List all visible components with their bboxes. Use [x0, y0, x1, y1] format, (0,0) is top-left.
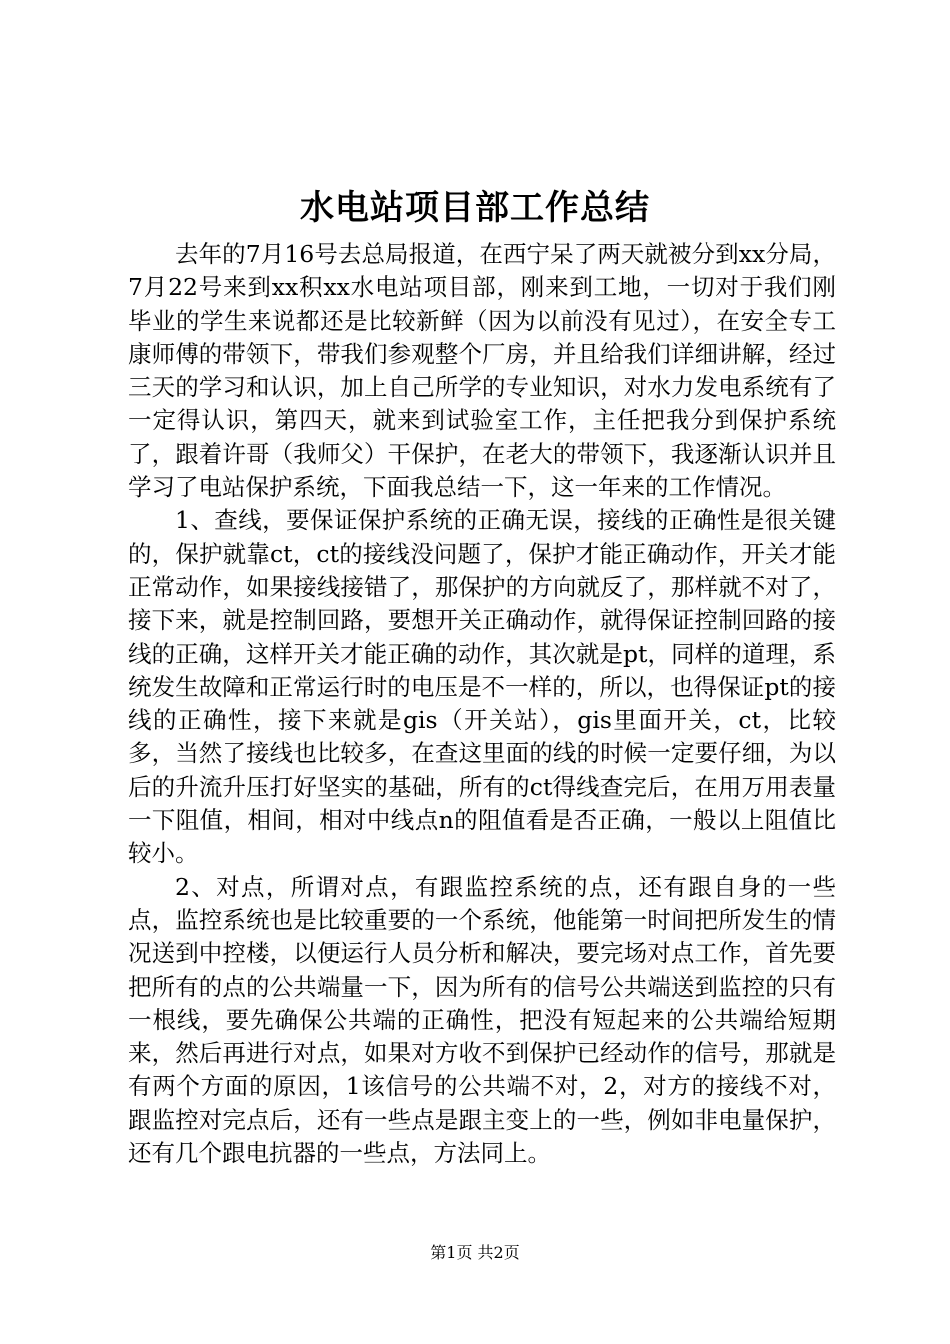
document-title: 水电站项目部工作总结 [300, 188, 650, 228]
document-body [128, 238, 836, 1170]
paragraph-point-check: 2、对点，所谓对点，有跟监控系统的点，还有跟自身的一些点，监控系统也是比较重要的一个系统，他能第一时间把所发生的情况送到中控楼，以便运行人员分析和解决，要完场对点工作，首先要把所有的点的公共端量一下，因为所有的信号公共端送到监控的只有一根线，要先确保公共端的正确性，把没有短起来的公共端给短期来，然后再进行对点，如果对方收不到保护已经动作的信号，那就是有两个方面的原因，1该信号的公共端不对，2，对方的接线不对，跟监控对完点后，还有一些点是跟主变上的一些，例如非电量保护，还有几个跟电抗器的一些点，方法同上。 [128, 872, 836, 1168]
page-number: 第1页 共2页 [430, 1243, 520, 1262]
paragraph-intro: 去年的7月16号去总局报道，在西宁呆了两天就被分到xx分局，7月22号来到xx积xx水电站项目部，刚来到工地，一切对于我们刚毕业的学生来说都还是比较新鲜（因为以前没有见过），在安全专工康师傅的带领下，带我们参观整个厂房，并且给我们详细讲解，经过三天的学习和认识，加上自己所学的专业知识，对水力发电系统有了一定得认识，第四天，就来到试验室工作，主任把我分到保护系统了，跟着许哥（我师父）干保护，在老大的带领下，我逐渐认识并且学习了电站保护系统，下面我总结一下，这一年来的工作情况。 [128, 240, 836, 502]
paragraph-check-wiring: 1、查线，要保证保护系统的正确无误，接线的正确性是很关键的，保护就靠ct，ct的接线没问题了，保护才能正确动作，开关才能正常动作，如果接线接错了，那保护的方向就反了，那样就不对了，接下来，就是控制回路，要想开关正确动作，就得保证控制回路的接线的正确，这样开关才能正确的动作，其次就是pt，同样的道理，系统发生故障和正常运行时的电压是不一样的，所以，也得保证pt的接线的正确性，接下来就是gis（开关站），gis里面开关，ct，比较多，当然了接线也比较多，在查这里面的线的时候一定要仔细，为以后的升流升压打好坚实的基础，所有的ct得线查完后，在用万用表量一下阻值，相间，相对中线点n的阻值看是否正确，一般以上阻值比较小。 [128, 506, 836, 868]
